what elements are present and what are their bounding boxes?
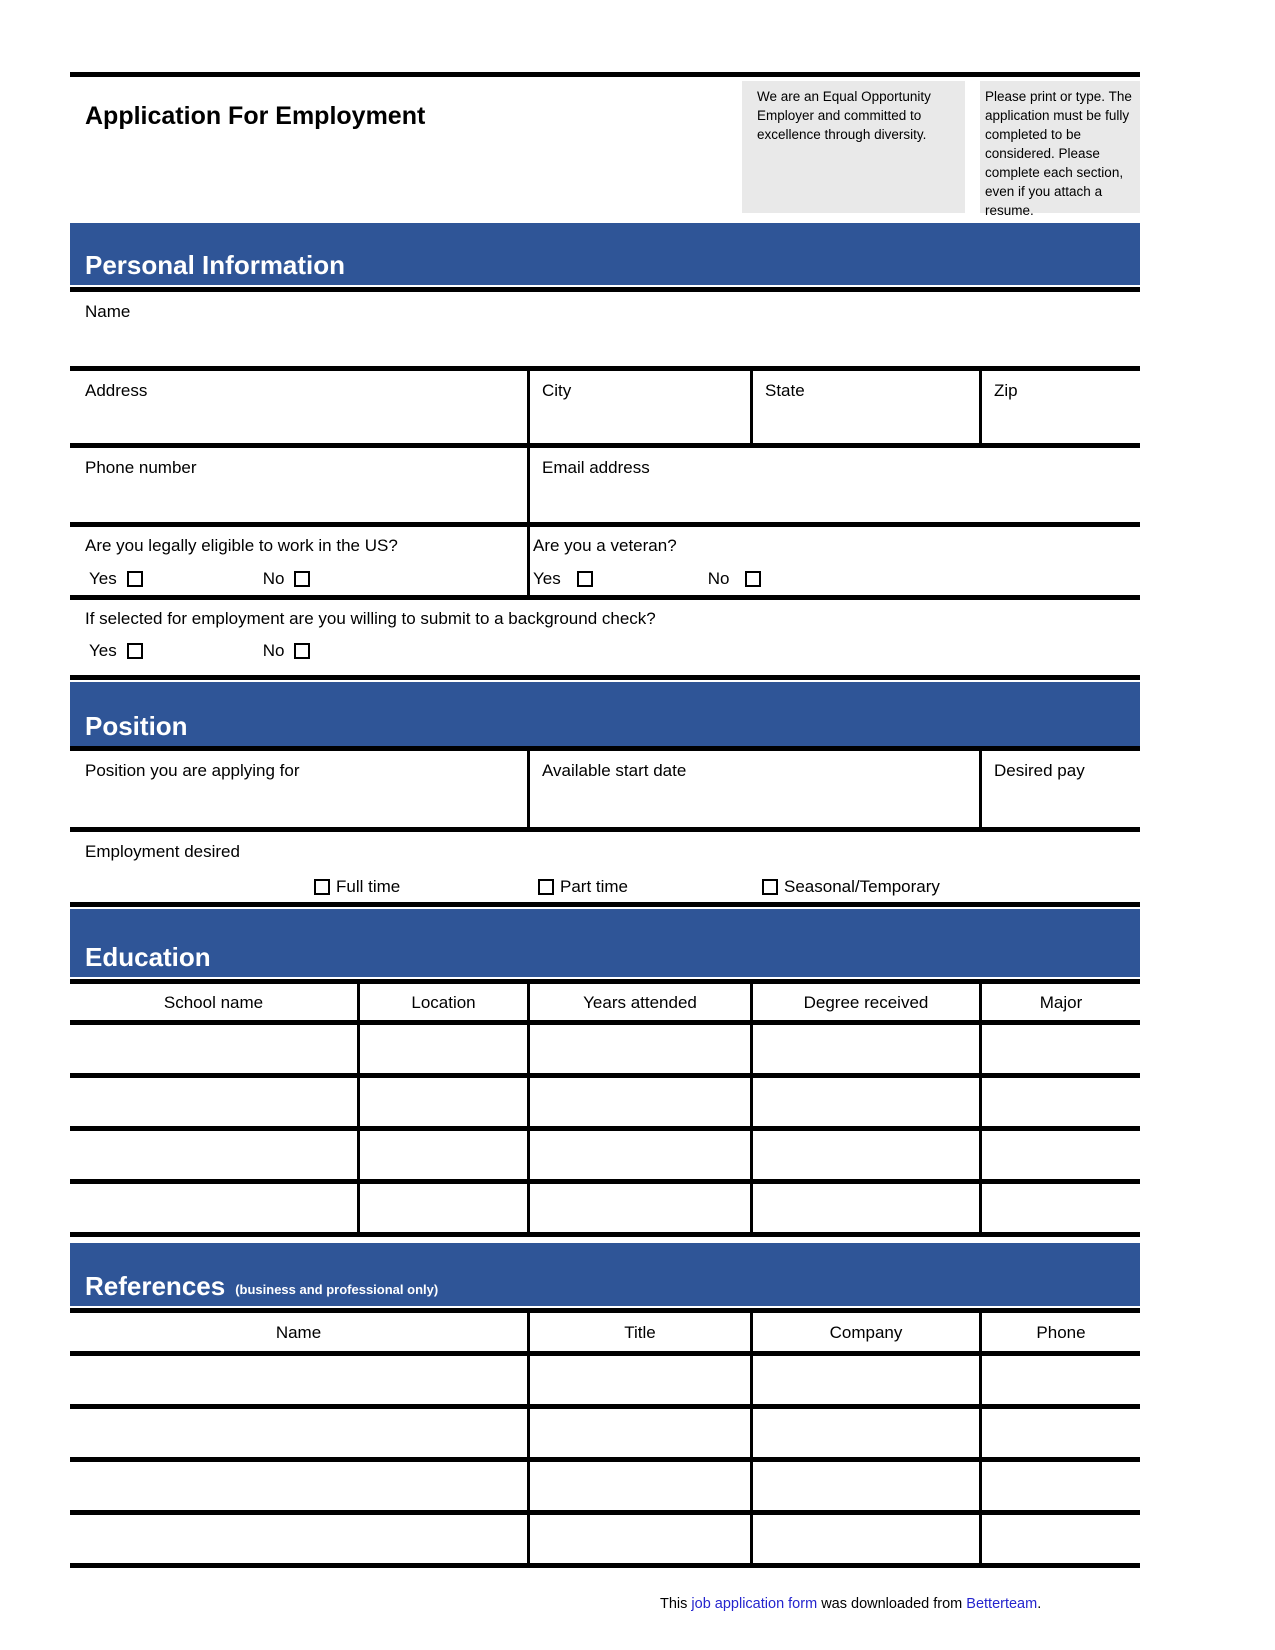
desired-pay-label: Desired pay bbox=[994, 761, 1085, 780]
reference-cell[interactable] bbox=[527, 1515, 750, 1563]
education-cell[interactable] bbox=[70, 1025, 357, 1073]
background-check-row bbox=[70, 595, 1140, 675]
address-field[interactable] bbox=[70, 371, 527, 443]
education-cell[interactable] bbox=[70, 1078, 357, 1126]
zip-label: Zip bbox=[994, 381, 1018, 400]
email-label: Email address bbox=[542, 458, 650, 477]
references-col-name: Name bbox=[275, 1323, 322, 1342]
eeo-note: We are an Equal Opportunity Employer and committed to excellence through diversity. bbox=[742, 81, 965, 213]
references-col-company: Company bbox=[750, 1313, 979, 1351]
reference-cell[interactable] bbox=[979, 1462, 1140, 1510]
part-time-label: Part time bbox=[560, 877, 629, 896]
start-date-field[interactable] bbox=[527, 751, 979, 827]
zip-field[interactable] bbox=[979, 371, 1140, 443]
references-row-3 bbox=[70, 1462, 1140, 1515]
reference-cell[interactable] bbox=[979, 1356, 1140, 1404]
name-field[interactable] bbox=[70, 292, 1140, 366]
section-header-personal-information bbox=[70, 223, 1140, 285]
background-no-checkbox[interactable] bbox=[294, 643, 310, 659]
full-time-checkbox[interactable] bbox=[314, 879, 330, 895]
education-row-4 bbox=[70, 1184, 1140, 1237]
footer-prefix: This bbox=[660, 1596, 692, 1612]
reference-cell[interactable] bbox=[70, 1409, 527, 1457]
education-cell[interactable] bbox=[979, 1025, 1140, 1073]
divider bbox=[70, 902, 1140, 907]
veteran-no-checkbox[interactable] bbox=[745, 571, 761, 587]
seasonal-label: Seasonal/Temporary bbox=[784, 877, 940, 896]
email-field[interactable] bbox=[527, 448, 1140, 522]
footer-credit bbox=[660, 1596, 1041, 1612]
education-cell[interactable] bbox=[357, 1131, 527, 1179]
name-label: Name bbox=[85, 302, 131, 321]
reference-cell[interactable] bbox=[750, 1356, 979, 1404]
references-row-4 bbox=[70, 1515, 1140, 1568]
education-cell[interactable] bbox=[979, 1131, 1140, 1179]
references-table-header bbox=[70, 1313, 1140, 1356]
part-time-checkbox[interactable] bbox=[538, 879, 554, 895]
education-cell[interactable] bbox=[527, 1025, 750, 1073]
reference-cell[interactable] bbox=[70, 1462, 527, 1510]
education-cell[interactable] bbox=[979, 1078, 1140, 1126]
veteran-yes-checkbox[interactable] bbox=[577, 571, 593, 587]
eligible-no-checkbox[interactable] bbox=[294, 571, 310, 587]
references-row-2 bbox=[70, 1409, 1140, 1462]
reference-cell[interactable] bbox=[979, 1515, 1140, 1563]
education-cell[interactable] bbox=[70, 1131, 357, 1179]
eligible-yes-label: Yes bbox=[89, 569, 117, 588]
section-header-position bbox=[70, 682, 1140, 746]
section-title: Personal Information bbox=[85, 250, 346, 280]
eligible-question: Are you legally eligible to work in the US? bbox=[85, 536, 398, 555]
eligible-yes-checkbox[interactable] bbox=[127, 571, 143, 587]
state-field[interactable] bbox=[750, 371, 979, 443]
reference-cell[interactable] bbox=[750, 1515, 979, 1563]
education-cell[interactable] bbox=[750, 1078, 979, 1126]
references-subtitle: (business and professional only) bbox=[235, 1282, 439, 1297]
reference-cell[interactable] bbox=[527, 1356, 750, 1404]
seasonal-option bbox=[762, 877, 940, 897]
education-cell[interactable] bbox=[357, 1025, 527, 1073]
seasonal-checkbox[interactable] bbox=[762, 879, 778, 895]
education-col-degree: Degree received bbox=[750, 984, 979, 1020]
reference-cell[interactable] bbox=[70, 1515, 527, 1563]
reference-cell[interactable] bbox=[527, 1462, 750, 1510]
form-header bbox=[70, 77, 1140, 223]
references-col-phone: Phone bbox=[979, 1313, 1140, 1351]
footer-middle: was downloaded from bbox=[817, 1596, 967, 1612]
education-row-3 bbox=[70, 1131, 1140, 1184]
reference-cell[interactable] bbox=[70, 1356, 527, 1404]
education-row-1 bbox=[70, 1025, 1140, 1078]
section-header-education bbox=[70, 909, 1140, 977]
full-time-option bbox=[314, 877, 400, 897]
veteran-yes-label: Yes bbox=[533, 569, 561, 588]
footer-suffix: . bbox=[1037, 1596, 1042, 1612]
veteran-question: Are you a veteran? bbox=[533, 536, 677, 555]
phone-field[interactable] bbox=[70, 448, 527, 522]
background-no-label: No bbox=[262, 641, 285, 660]
education-cell[interactable] bbox=[979, 1184, 1140, 1232]
eligibility-row bbox=[70, 522, 1140, 595]
city-label: City bbox=[542, 381, 572, 400]
employment-desired-row bbox=[70, 827, 1140, 902]
divider bbox=[70, 675, 1140, 680]
education-col-location: Location bbox=[357, 984, 527, 1020]
eligible-question-cell bbox=[70, 527, 527, 595]
education-col-major: Major bbox=[979, 984, 1140, 1020]
background-yes-label: Yes bbox=[89, 641, 117, 660]
position-applying-label: Position you are applying for bbox=[85, 761, 300, 780]
education-col-school: School name bbox=[163, 993, 264, 1012]
reference-cell[interactable] bbox=[527, 1409, 750, 1457]
section-title: References bbox=[85, 1271, 226, 1301]
background-check-question: If selected for employment are you willing to submit to a background check? bbox=[85, 609, 656, 628]
phone-email-row bbox=[70, 443, 1140, 522]
city-field[interactable] bbox=[527, 371, 750, 443]
section-header-references bbox=[70, 1243, 1140, 1306]
education-cell[interactable] bbox=[527, 1078, 750, 1126]
part-time-option bbox=[538, 877, 628, 897]
education-cell[interactable] bbox=[527, 1184, 750, 1232]
veteran-no-label: No bbox=[707, 569, 730, 588]
section-title: Education bbox=[85, 942, 211, 972]
job-application-form-link[interactable]: job application form bbox=[691, 1596, 818, 1612]
eligible-no-label: No bbox=[262, 569, 285, 588]
instructions-note: Please print or type. The application must be fully completed to be considered. Please complete each section, even if you attach a resume. bbox=[980, 81, 1140, 213]
betterteam-link[interactable]: Betterteam bbox=[966, 1596, 1038, 1612]
position-applying-field[interactable] bbox=[70, 751, 527, 827]
address-row bbox=[70, 366, 1140, 443]
education-cell[interactable] bbox=[357, 1184, 527, 1232]
references-col-title: Title bbox=[527, 1313, 750, 1351]
page-title: Application For Employment bbox=[85, 102, 426, 130]
education-cell[interactable] bbox=[750, 1025, 979, 1073]
employment-desired-label: Employment desired bbox=[85, 842, 240, 861]
reference-cell[interactable] bbox=[750, 1462, 979, 1510]
position-row bbox=[70, 746, 1140, 827]
full-time-label: Full time bbox=[336, 877, 401, 896]
education-cell[interactable] bbox=[357, 1078, 527, 1126]
veteran-question-cell bbox=[527, 527, 1140, 595]
references-row-1 bbox=[70, 1356, 1140, 1409]
reference-cell[interactable] bbox=[979, 1409, 1140, 1457]
education-table-header bbox=[70, 984, 1140, 1025]
section-title: Position bbox=[85, 711, 188, 741]
desired-pay-field[interactable] bbox=[979, 751, 1140, 827]
state-label: State bbox=[765, 381, 805, 400]
education-cell[interactable] bbox=[750, 1131, 979, 1179]
education-cell[interactable] bbox=[750, 1184, 979, 1232]
education-row-2 bbox=[70, 1078, 1140, 1131]
reference-cell[interactable] bbox=[750, 1409, 979, 1457]
education-cell[interactable] bbox=[527, 1131, 750, 1179]
education-col-years: Years attended bbox=[527, 984, 750, 1020]
address-label: Address bbox=[85, 381, 148, 400]
background-yes-checkbox[interactable] bbox=[127, 643, 143, 659]
start-date-label: Available start date bbox=[542, 761, 687, 780]
phone-label: Phone number bbox=[85, 458, 197, 477]
education-cell[interactable] bbox=[70, 1184, 357, 1232]
